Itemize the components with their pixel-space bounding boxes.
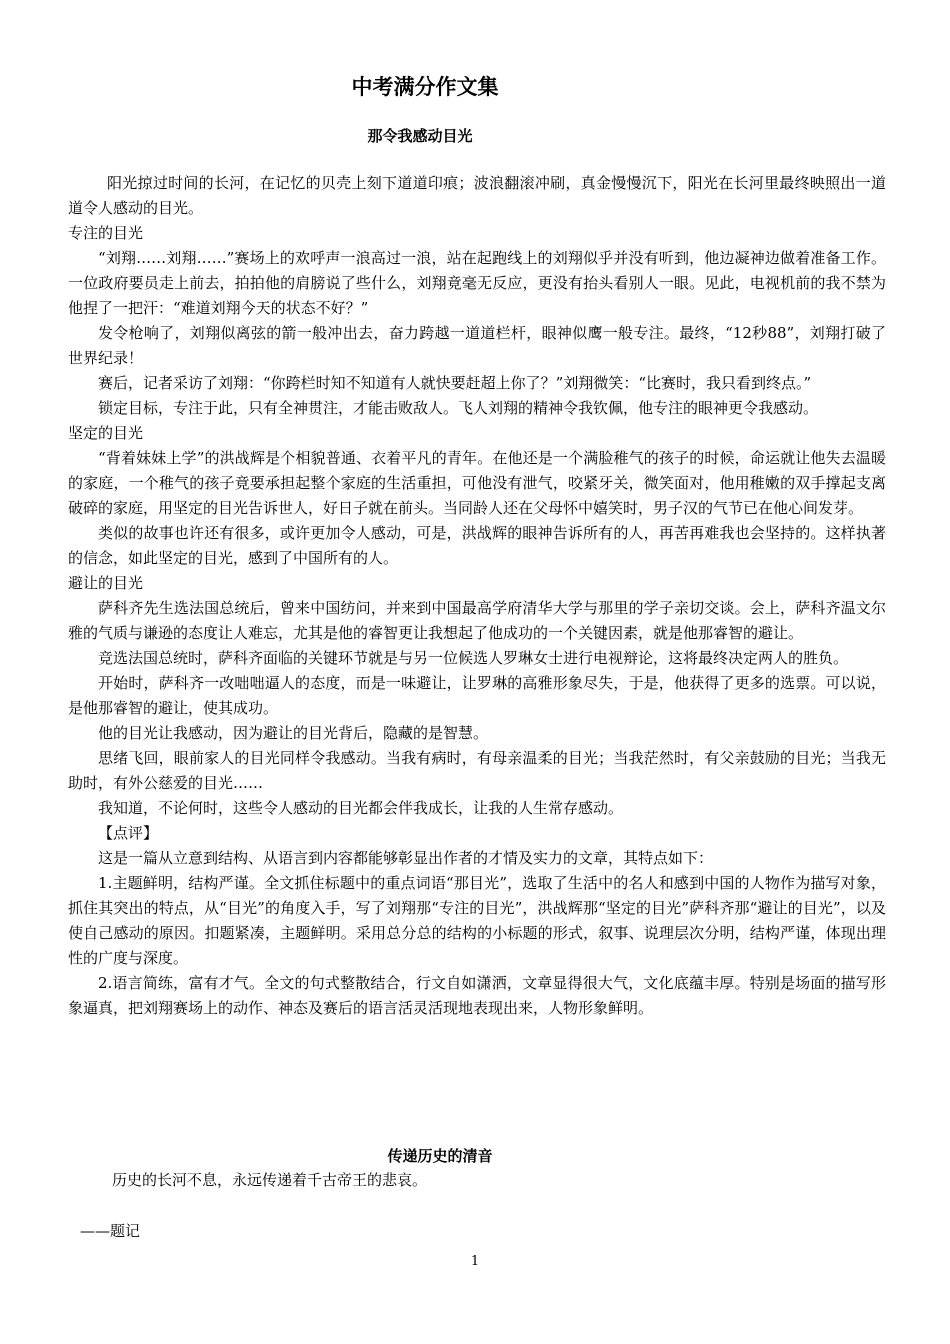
comment-paragraph: 2.语言简练，富有才气。全文的句式整散结合，行文自如潇洒，文章显得很大气，文化底蕴丰厚。特别是场面的描写形象逼真，把刘翔赛场上的动作、神态及赛后的语言活灵活现地表现出来，人物形象鲜明。 — [68, 974, 886, 1017]
paragraph: 他的目光让我感动，因为避让的目光背后，隐藏的是智慧。 — [98, 724, 489, 742]
section-heading: 避让的目光 — [68, 574, 144, 592]
comment-paragraph: 这是一篇从立意到结构、从语言到内容都能够彰显出作者的才情及实力的文章，其特点如下： — [98, 849, 714, 867]
essay-title: 那令我感动目光 — [367, 127, 473, 145]
paragraph: 类似的故事也许还有很多，或许更加令人感动，可是，洪战辉的眼神告诉所有的人，再苦再难我也会坚持的。这样执著的信念，如此坚定的目光，感到了中国所有的人。 — [68, 524, 886, 567]
essay2-inscription: ——题记 — [80, 1222, 141, 1240]
comment-paragraph: 1.主题鲜明，结构严谨。全文抓住标题中的重点词语“那目光”，选取了生活中的名人和感到中国的人物作为描写对象，抓住其突出的特点，从“目光”的角度入手，写了刘翔那“专注的目光”，洪战辉那“坚定的目光”萨科齐那“避让的目光”，以及使自己感动的原因。扣题紧凑，主题鲜明。采用总分总的结构的小标题的形式，叙事、说理层次分明，结构严谨，体现出理性的广度与深度。 — [68, 874, 886, 967]
essay2-opening: 历史的长河不息，永远传递着千古帝王的悲哀。 — [112, 1171, 428, 1189]
essay-body — [68, 171, 886, 1021]
collection-title: 中考满分作文集 — [351, 75, 499, 99]
paragraph: 锁定目标，专注于此，只有全神贯注，才能击败敌人。飞人刘翔的精神令我钦佩，他专注的眼神更令我感动。 — [98, 399, 819, 417]
paragraph: 我知道，不论何时，这些令人感动的目光都会伴我成长，让我的人生常存感动。 — [98, 799, 624, 817]
paragraph: “背着妹妹上学”的洪战辉是个相貌普通、衣着平凡的青年。在他还是一个满脸稚气的孩子的时候，命运就让他失去温暖的家庭，一个稚气的孩子竟要承担起整个家庭的生活重担，可他没有泄气，咬紧牙关，微笑面对，他用稚嫩的双手撑起支离破碎的家庭，用坚定的目光告诉世人，好日子就在前头。当同龄人还在父母怀中嬉笑时，男子汉的气节已在他心间发芽。 — [68, 449, 886, 517]
intro-paragraph: 阳光掠过时间的长河，在记忆的贝壳上刻下道道印痕；波浪翻滚冲刷，真金慢慢沉下，阳光在长河里最终映照出一道道令人感动的目光。 — [68, 174, 886, 217]
paragraph: “刘翔……刘翔……”赛场上的欢呼声一浪高过一浪，站在起跑线上的刘翔似乎并没有听到，他边凝神边做着准备工作。一位政府要员走上前去，拍拍他的肩膀说了些什么，刘翔竟毫无反应，更没有抬头看别人一眼。见此，电视机前的我不禁为他捏了一把汗：“难道刘翔今天的状态不好？” — [68, 249, 886, 317]
paragraph: 开始时，萨科齐一改咄咄逼人的态度，而是一味避让，让罗琳的高雅形象尽失，于是，他获得了更多的选票。可以说，是他那睿智的避让，使其成功。 — [68, 674, 886, 717]
section-heading: 专注的目光 — [68, 224, 144, 242]
section-heading: 坚定的目光 — [68, 424, 144, 442]
comment-label: 【点评】 — [98, 824, 159, 842]
paragraph: 赛后，记者采访了刘翔：“你跨栏时知不知道有人就快要赶超上你了？”刘翔微笑：“比赛时，我只看到终点。” — [98, 374, 812, 392]
paragraph: 发令枪响了，刘翔似离弦的箭一般冲出去，奋力跨越一道道栏杆，眼神似鹰一般专注。最终，“12秒88”，刘翔打破了世界纪录！ — [68, 324, 886, 367]
page-number: 1 — [470, 1254, 480, 1269]
paragraph: 思绪飞回，眼前家人的目光同样令我感动。当我有病时，有母亲温柔的目光；当我茫然时，有父亲鼓励的目光；当我无助时，有外公慈爱的目光…… — [68, 749, 886, 792]
paragraph: 萨科齐先生选法国总统后，曾来中国纺问，并来到中国最高学府清华大学与那里的学子亲切交谈。会上，萨科齐温文尔雅的气质与谦逊的态度让人难忘，尤其是他的睿智更让我想起了他成功的一个关键因素，就是他那睿智的避让。 — [68, 599, 886, 642]
essay2-title: 传递历史的清音 — [387, 1147, 493, 1165]
paragraph: 竞选法国总统时，萨科齐面临的关键环节就是与另一位候选人罗琳女士进行电视辩论，这将最终决定两人的胜负。 — [98, 649, 849, 667]
